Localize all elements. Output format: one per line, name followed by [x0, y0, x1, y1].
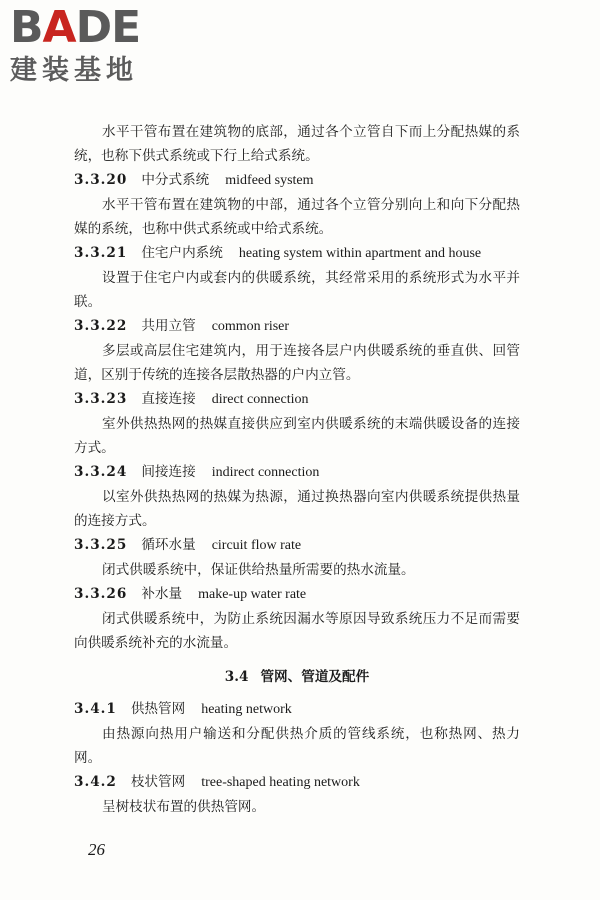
term-definition: 多层或高层住宅建筑内，用于连接各层户内供暖系统的垂直供、回管道，区别于传统的连接各层散热器的户内立管。 — [74, 343, 520, 383]
term-english: midfeed system — [225, 173, 314, 188]
term-definition: 以室外供热热网的热媒为热源，通过换热器向室内供暖系统提供热量的连接方式。 — [74, 489, 520, 529]
term-number: 3.3.25 — [74, 537, 128, 553]
term-english: indirect connection — [211, 465, 320, 480]
section-heading: 3.4 管网、管道及配件 — [224, 669, 370, 685]
term-english: direct connection — [211, 392, 309, 407]
term-definition: 水平干管布置在建筑物的中部，通过各个立管分别向上和向下分配热媒的系统，也称中供式系统或中给式系统。 — [74, 197, 520, 237]
term-chinese: 共用立管 — [141, 318, 196, 334]
logo-wordmark: BADE — [10, 2, 141, 53]
term-chinese: 循环水量 — [141, 537, 196, 553]
term-number: 3.3.21 — [74, 245, 128, 261]
intro-paragraph: 水平干管布置在建筑物的底部，通过各个立管自下而上分配热媒的系统，也称下供式系统或下行上给式系统。 — [74, 124, 520, 164]
term-number: 3.3.26 — [74, 586, 128, 602]
page-number: 26 — [88, 840, 105, 859]
term-heading — [74, 168, 520, 193]
bade-logo — [10, 4, 180, 88]
term-chinese: 枝状管网 — [130, 774, 186, 790]
term-definition: 由热源向热用户输送和分配供热介质的管线系统，也称热网、热力网。 — [74, 726, 520, 766]
term-list-3-4 — [74, 697, 520, 819]
term-number: 3.3.24 — [74, 464, 128, 480]
term-list-3-3 — [74, 168, 520, 655]
term-number: 3.3.20 — [74, 172, 128, 188]
term-english: circuit flow rate — [211, 538, 302, 553]
term-english: heating network — [201, 702, 292, 717]
logo-subtitle: 建装基地 — [10, 55, 138, 86]
term-heading — [74, 582, 520, 607]
term-english: common riser — [211, 319, 290, 334]
term-number: 3.3.23 — [74, 391, 128, 407]
term-number: 3.4.1 — [74, 701, 117, 717]
term-chinese: 直接连接 — [141, 391, 196, 407]
term-chinese: 供热管网 — [130, 701, 186, 717]
term-number: 3.4.2 — [74, 774, 117, 790]
term-chinese: 住宅户内系统 — [141, 245, 223, 261]
term-heading — [74, 387, 520, 412]
document-body — [74, 120, 520, 819]
term-definition: 闭式供暖系统中，为防止系统因漏水等原因导致系统压力不足而需要向供暖系统补充的水流量。 — [74, 611, 520, 651]
term-heading — [74, 460, 520, 485]
term-heading — [74, 533, 520, 558]
term-english: tree-shaped heating network — [201, 775, 360, 790]
term-heading — [74, 314, 520, 339]
term-chinese: 补水量 — [141, 586, 183, 602]
term-heading — [74, 770, 520, 795]
term-definition: 设置于住宅户内或套内的供暖系统，其经常采用的系统形式为水平并联。 — [74, 270, 520, 310]
term-heading — [74, 241, 520, 266]
term-definition: 呈树枝状布置的供热管网。 — [102, 799, 266, 815]
term-english: make-up water rate — [198, 587, 307, 602]
term-definition: 室外供热热网的热媒直接供应到室内供暖系统的末端供暖设备的连接方式。 — [74, 416, 520, 456]
term-heading — [74, 697, 520, 722]
term-chinese: 中分式系统 — [141, 172, 210, 188]
term-definition: 闭式供暖系统中，保证供给热量所需要的热水流量。 — [102, 562, 415, 578]
term-chinese: 间接连接 — [141, 464, 196, 480]
term-number: 3.3.22 — [74, 318, 128, 334]
term-english: heating system within apartment and house — [238, 246, 482, 261]
